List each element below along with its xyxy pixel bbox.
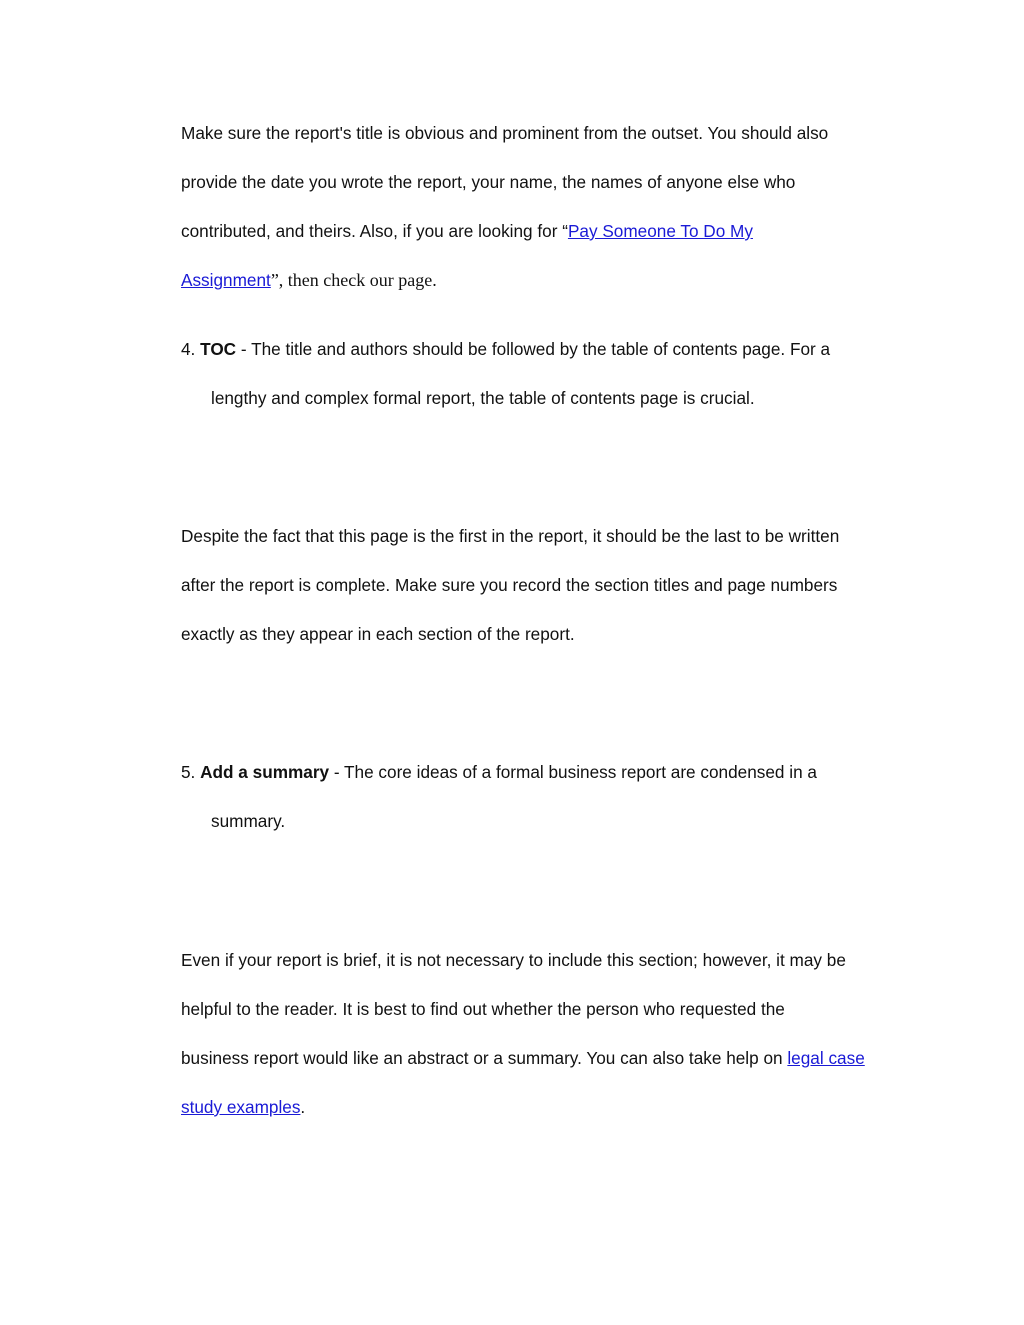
- list-item-summary: [181, 748, 921, 846]
- pay-someone-link-part2[interactable]: Assignment: [181, 270, 271, 290]
- legal-case-link-part1[interactable]: legal case: [787, 1048, 865, 1068]
- text-line: provide the date you wrote the report, your name, the names of anyone else who: [181, 172, 796, 192]
- list-item-heading: TOC: [200, 339, 237, 359]
- text-line: exactly as they appear in each section of the report.: [181, 624, 575, 644]
- text-line: Make sure the report's title is obvious and prominent from the outset. You should also: [181, 123, 829, 143]
- text-line: [181, 1034, 921, 1083]
- list-item-toc: [181, 325, 921, 423]
- text-span: ”, then check our page.: [270, 270, 437, 290]
- text-line: helpful to the reader. It is best to find out whether the person who requested the: [181, 999, 785, 1019]
- list-item-heading: Add a summary: [200, 762, 330, 782]
- list-number: 5.: [181, 762, 196, 782]
- text-line: [181, 748, 921, 797]
- paragraph-summary-guidance: [181, 936, 921, 1132]
- pay-someone-link-part1[interactable]: Pay Someone To Do My: [567, 221, 753, 241]
- legal-case-link-part2[interactable]: study examples: [181, 1097, 301, 1117]
- paragraph-toc-guidance: [181, 512, 921, 659]
- list-number: 4.: [181, 339, 196, 359]
- text-line: after the report is complete. Make sure you record the section titles and page numbers: [181, 575, 838, 595]
- text-line: summary.: [211, 811, 286, 831]
- paragraph-title-guidance: [181, 109, 921, 305]
- text-span: .: [300, 1097, 306, 1117]
- text-line: Despite the fact that this page is the first in the report, it should be the last to be written: [181, 526, 840, 546]
- text-line: [181, 325, 921, 374]
- text-line: [181, 1083, 921, 1132]
- text-line: lengthy and complex formal report, the table of contents page is crucial.: [211, 388, 755, 408]
- text-line: [181, 207, 921, 256]
- text-line: [181, 256, 921, 305]
- text-span: - The title and authors should be followed by the table of contents page. For a: [236, 339, 831, 359]
- text-span: contributed, and theirs. Also, if you are looking for “: [181, 221, 568, 241]
- text-span: - The core ideas of a formal business report are condensed in a: [329, 762, 817, 782]
- text-line: Even if your report is brief, it is not necessary to include this section; however, it may be: [181, 950, 846, 970]
- text-span: business report would like an abstract or a summary. You can also take help on: [181, 1048, 788, 1068]
